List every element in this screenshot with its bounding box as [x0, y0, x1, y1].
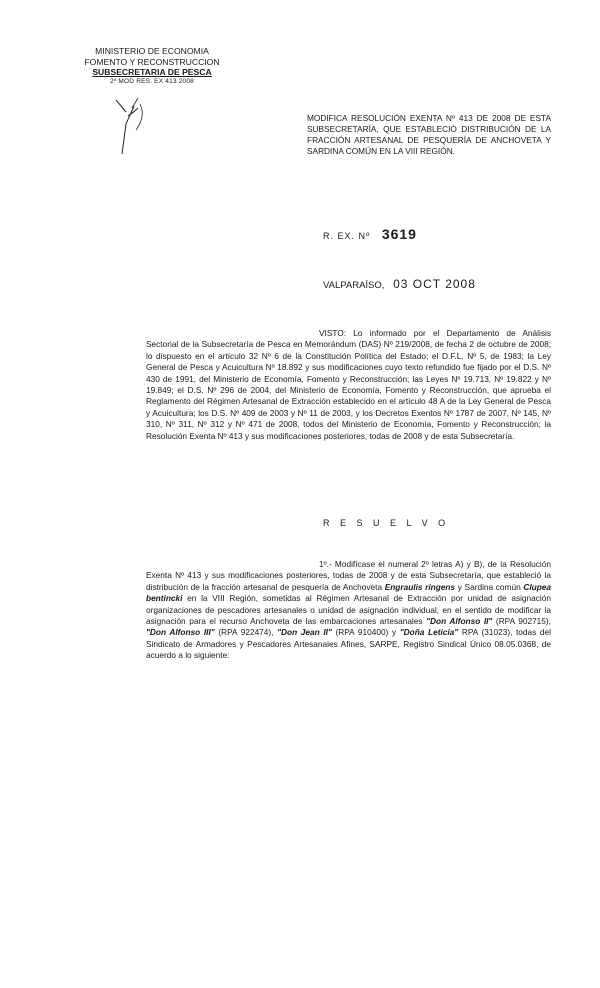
- article-1-text: (RPA 922474),: [214, 627, 278, 638]
- ministry-name: MINISTERIO DE ECONOMIA: [95, 46, 209, 56]
- document-code: 2º MOD RES. EX 413 2008: [110, 77, 194, 85]
- handwritten-initials: [112, 96, 148, 156]
- resolution-number: [323, 226, 417, 242]
- resolution-number-label: R. EX. Nº: [323, 231, 371, 241]
- resuelvo-heading: R E S U E L V O: [323, 518, 450, 528]
- article-1-text: (RPA 910400) y: [331, 627, 400, 638]
- article-1-paragraph: [146, 559, 551, 662]
- ministry-header: [62, 46, 242, 86]
- article-1-text: RPA (31023), todas del Sindicato de Armadores y Pescadores Artesanales Afines, SARPE, Registro Sindical Único 08.05.0368, de acuerdo a lo siguiente:: [146, 627, 551, 661]
- article-1-text: y Sardina común: [455, 581, 524, 592]
- resolution-subject: MODIFICA RESOLUCIÓN EXENTA Nº 413 DE 2008 DE ESTA SUBSECRETARÍA, QUE ESTABLECIÓ DISTRIBUCIÓN DE LA FRACCIÓN ARTESANAL DE PESQUERÍA DE ANCHOVETA Y SARDINA COMÚN EN LA VIII REGIÓN.: [307, 113, 551, 156]
- species-name: Clupea bentincki: [146, 581, 552, 604]
- vessel-name: "Don Alfonso III": [146, 627, 215, 638]
- date-stamp: 03 OCT 2008: [393, 277, 476, 291]
- vessel-name: "Don Jean II": [277, 627, 332, 638]
- article-1-text: en la VIII Región, sometidas al Régimen Artesanal de Extracción por unidad de asignación organizaciones de pescadores artesanales o unidad de asignación individual, en el sentido de modificar la asignación para el recurso Anchoveta de las embarcaciones artesanales: [146, 593, 551, 627]
- species-name: Engraulis ringens: [384, 581, 456, 592]
- place-date: [323, 277, 476, 291]
- place-name: VALPARAÍSO,: [323, 280, 385, 291]
- vessel-name: "Don Alfonso II": [426, 616, 493, 627]
- article-1-text: 1º.- Modifícase el numeral 2º letras A) y B), de la Resolución Exenta Nº 413 y sus modificaciones posteriores, todas de 2008 y de esta Subsecretaría, que estableció la distribución de la fracción artesanal de pesquería de Anchoveta: [146, 559, 551, 592]
- resolution-number-value: 3619: [381, 226, 417, 242]
- article-1-text: (RPA 902715),: [492, 616, 551, 627]
- ministry-name-line2: FOMENTO Y RECONSTRUCCION: [84, 56, 220, 67]
- vessel-name: "Doña Leticia": [399, 627, 459, 638]
- subsecretaria-name: SUBSECRETARIA DE PESCA: [92, 67, 212, 77]
- visto-paragraph: VISTO: Lo informado por el Departamento de Análisis Sectorial de la Subsecretaría de Pesca en Memorándum (DAS) Nº 219/2008, de fecha 2 de octubre de 2008; lo dispuesto en el artículo 32 Nº 6 de la Constitución Política del Estado; el D.F.L. Nº 5, de 1983; la Ley General de Pesca y Acuicultura Nº 18.892 y sus modificaciones cuyo texto refundido fue fijado por el D.S. Nº 430 de 1991, del Ministerio de Economía, Fomento y Reconstrucción; las Leyes Nº 19.713, Nº 19.822 y Nº 19.849; el D.S. Nº 296 de 2004, del Ministerio de Economía, Fomento y Reconstrucción, que aprueba el Reglamento del Régimen Artesanal de Extracción establecido en el artículo 48 A de la Ley General de Pesca y Acuicultura; los D.S. Nº 409 de 2003 y Nº 11 de 2003, y los Decretos Exentos Nº 1787 de 2007, Nº 145, Nº 310, Nº 311, Nº 312 y Nº 471 de 2008, todos del Ministerio de Economía, Fomento y Reconstrucción; la Resolución Exenta Nº 413 y sus modificaciones posteriores, todas de 2008 y de esta Subsecretaría.: [146, 328, 551, 441]
